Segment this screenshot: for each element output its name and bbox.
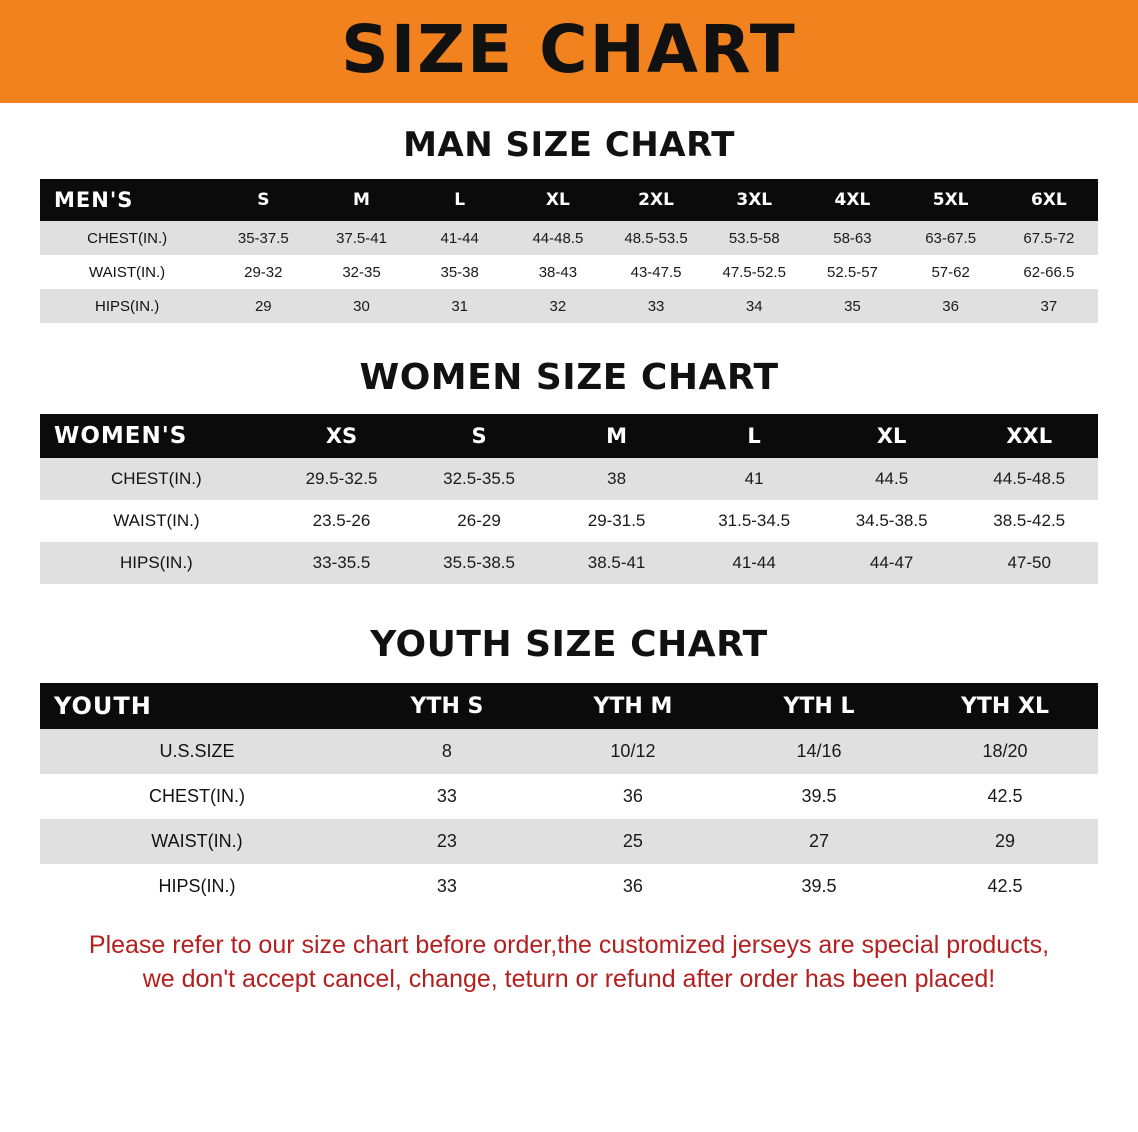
youth-row-label-waist: WAIST(IN.) xyxy=(151,831,243,851)
women-hips-xl: 44-47 xyxy=(869,553,914,572)
youth-hips-m: 36 xyxy=(622,876,643,896)
men-row-label-hips: HIPS(IN.) xyxy=(95,297,160,315)
table-row xyxy=(40,729,1098,774)
men-hips-3xl: 34 xyxy=(745,297,763,315)
men-hips-4xl: 35 xyxy=(844,297,861,315)
youth-header-label: YOUTH xyxy=(54,692,152,720)
men-hips-2xl: 33 xyxy=(647,297,665,315)
women-chest-m: 38 xyxy=(607,469,627,488)
table-header-row xyxy=(40,683,1098,729)
youth-size-table xyxy=(40,683,1098,909)
women-waist-xxl: 38.5-42.5 xyxy=(993,511,1066,530)
men-hips-xl: 32 xyxy=(549,297,567,315)
men-header-3xl: 3XL xyxy=(736,190,773,210)
youth-ussize-m: 10/12 xyxy=(610,741,656,761)
youth-hips-s: 33 xyxy=(436,876,457,896)
youth-waist-m: 25 xyxy=(622,831,643,851)
table-row xyxy=(40,500,1098,542)
women-waist-m: 29-31.5 xyxy=(587,511,646,530)
table-header-row xyxy=(40,179,1098,221)
men-waist-6xl: 62-66.5 xyxy=(1023,263,1075,281)
men-header-6xl: 6XL xyxy=(1030,190,1067,210)
women-hips-m: 38.5-41 xyxy=(587,553,646,572)
youth-header-l: YTH L xyxy=(783,693,855,719)
men-header-2xl: 2XL xyxy=(638,190,674,210)
youth-header-xl: YTH XL xyxy=(960,693,1049,719)
men-hips-s: 29 xyxy=(254,297,272,315)
man-section-title: MAN SIZE CHART xyxy=(403,125,735,165)
youth-chest-m: 36 xyxy=(622,786,643,806)
women-chest-s: 32.5-35.5 xyxy=(443,469,515,488)
table-row xyxy=(40,864,1098,909)
women-header-s: S xyxy=(471,424,487,448)
page-banner xyxy=(0,0,1138,103)
men-waist-2xl: 43-47.5 xyxy=(630,263,682,281)
men-chest-6xl: 67.5-72 xyxy=(1023,229,1075,247)
men-chest-xl: 44-48.5 xyxy=(532,229,584,247)
men-row-label-chest: CHEST(IN.) xyxy=(87,229,168,247)
youth-size-table-wrapper xyxy=(0,683,1138,909)
youth-waist-s: 23 xyxy=(436,831,457,851)
table-row xyxy=(40,458,1098,500)
page-title: SIZE CHART xyxy=(341,10,797,88)
youth-ussize-xl: 18/20 xyxy=(982,741,1028,761)
women-size-table-wrapper xyxy=(0,414,1138,584)
men-header-m: M xyxy=(353,190,370,210)
youth-section-title: YOUTH SIZE CHART xyxy=(370,624,768,665)
table-row xyxy=(40,774,1098,819)
table-header-row xyxy=(40,414,1098,458)
women-header-l: L xyxy=(747,424,761,448)
women-row-label-waist: WAIST(IN.) xyxy=(113,511,200,530)
table-row xyxy=(40,255,1098,289)
disclaimer-line-2: we don't accept cancel, change, teturn or refund after order has been placed! xyxy=(142,964,996,993)
men-waist-l: 35-38 xyxy=(440,263,479,281)
women-waist-xl: 34.5-38.5 xyxy=(855,511,928,530)
men-chest-l: 41-44 xyxy=(440,229,479,247)
men-size-table xyxy=(40,179,1098,323)
women-waist-s: 26-29 xyxy=(457,511,501,530)
women-header-xxl: XXL xyxy=(1006,424,1053,448)
youth-hips-xl: 42.5 xyxy=(987,876,1023,896)
youth-row-label-hips: HIPS(IN.) xyxy=(158,876,236,896)
women-row-label-hips: HIPS(IN.) xyxy=(120,553,193,572)
youth-row-label-chest: CHEST(IN.) xyxy=(148,786,245,806)
men-header-label: MEN'S xyxy=(54,188,134,212)
youth-header-s: YTH S xyxy=(410,693,484,719)
disclaimer-note xyxy=(34,929,1104,997)
men-waist-4xl: 52.5-57 xyxy=(827,263,878,281)
men-waist-s: 29-32 xyxy=(244,263,283,281)
women-size-table xyxy=(40,414,1098,584)
women-chest-xxl: 44.5-48.5 xyxy=(993,469,1066,488)
men-hips-6xl: 37 xyxy=(1040,297,1058,315)
women-section-title: WOMEN SIZE CHART xyxy=(359,357,779,398)
women-header-xs: XS xyxy=(325,424,358,448)
men-chest-s: 35-37.5 xyxy=(237,229,289,247)
men-waist-m: 32-35 xyxy=(342,263,381,281)
youth-waist-xl: 29 xyxy=(994,831,1015,851)
women-hips-l: 41-44 xyxy=(732,553,776,572)
youth-waist-l: 27 xyxy=(808,831,829,851)
men-hips-m: 30 xyxy=(353,297,370,315)
youth-ussize-s: 8 xyxy=(441,741,452,761)
men-hips-l: 31 xyxy=(451,297,469,315)
youth-chest-xl: 42.5 xyxy=(987,786,1023,806)
men-chest-5xl: 63-67.5 xyxy=(925,229,977,247)
men-header-l: L xyxy=(454,190,466,210)
women-waist-xs: 23.5-26 xyxy=(312,511,371,530)
men-waist-5xl: 57-62 xyxy=(931,263,970,281)
men-chest-3xl: 53.5-58 xyxy=(728,229,780,247)
men-chest-4xl: 58-63 xyxy=(833,229,872,247)
youth-row-label-ussize: U.S.SIZE xyxy=(159,741,235,761)
youth-chest-s: 33 xyxy=(436,786,457,806)
men-row-label-waist: WAIST(IN.) xyxy=(89,263,166,281)
men-waist-xl: 38-43 xyxy=(538,263,578,281)
men-chest-m: 37.5-41 xyxy=(336,229,387,247)
table-row xyxy=(40,819,1098,864)
youth-header-m: YTH M xyxy=(593,693,673,719)
table-row xyxy=(40,542,1098,584)
women-header-m: M xyxy=(606,424,628,448)
men-header-s: S xyxy=(257,190,270,210)
men-size-table-wrapper xyxy=(0,179,1138,323)
youth-ussize-l: 14/16 xyxy=(796,741,842,761)
women-row-label-chest: CHEST(IN.) xyxy=(111,469,202,488)
women-hips-s: 35.5-38.5 xyxy=(443,553,515,572)
women-waist-l: 31.5-34.5 xyxy=(718,511,791,530)
youth-hips-l: 39.5 xyxy=(801,876,837,896)
men-chest-2xl: 48.5-53.5 xyxy=(624,229,688,247)
men-header-xl: XL xyxy=(545,190,570,210)
men-header-5xl: 5XL xyxy=(932,190,969,210)
men-waist-3xl: 47.5-52.5 xyxy=(722,263,786,281)
youth-chest-l: 39.5 xyxy=(801,786,837,806)
women-chest-l: 41 xyxy=(744,469,764,488)
men-hips-5xl: 36 xyxy=(942,297,959,315)
disclaimer-line-1: Please refer to our size chart before order,the customized jerseys are special products, xyxy=(88,931,1050,959)
women-header-label: WOMEN'S xyxy=(54,423,188,449)
women-chest-xl: 44.5 xyxy=(875,469,909,488)
women-hips-xxl: 47-50 xyxy=(1007,553,1051,572)
table-row xyxy=(40,289,1098,323)
women-hips-xs: 33-35.5 xyxy=(312,553,371,572)
table-row xyxy=(40,221,1098,255)
women-chest-xs: 29.5-32.5 xyxy=(305,469,378,488)
women-header-xl: XL xyxy=(876,424,907,448)
men-header-4xl: 4XL xyxy=(834,190,871,210)
